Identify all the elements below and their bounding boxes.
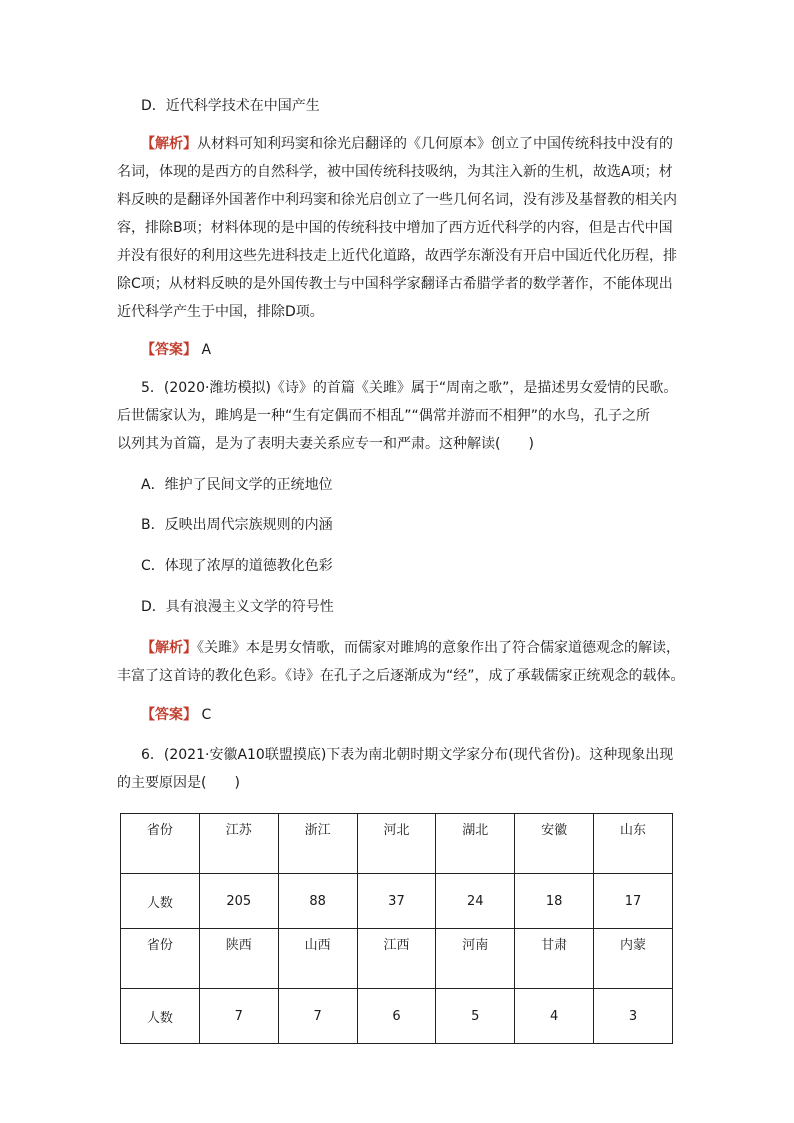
q5-option-b: B．反映出周代宗族规则的内涵 bbox=[141, 517, 333, 533]
table-cell: 88 bbox=[278, 874, 357, 929]
table-row-provinces-1 bbox=[121, 814, 673, 874]
table-cell: 陕西 bbox=[199, 929, 278, 989]
table-cell: 甘肃 bbox=[515, 929, 594, 989]
q6-stem-line-1: 6．(2021·安徽A10联盟摸底)下表为南北朝时期文学家分布(现代省份)。这种现象出现 bbox=[141, 747, 674, 763]
q5-stem-line-3: 以列其为首篇，是为了表明夫妻关系应专一和严肃。这种解读( ) bbox=[117, 436, 534, 452]
table-cell: 205 bbox=[199, 874, 278, 929]
q5-stem-line-2: 后世儒家认为，雎鸠是一种“生有定偶而不相乱”“偶常并游而不相狎”的水鸟，孔子之所 bbox=[117, 408, 651, 424]
table-cell: 7 bbox=[199, 989, 278, 1044]
table-cell: 4 bbox=[515, 989, 594, 1044]
q4-analysis-line-4: 容，排除B项；材料体现的是中国的传统科技中增加了西方近代科学的内容，但是古代中国 bbox=[117, 220, 673, 236]
q4-analysis-line-2: 名词，体现的是西方的自然科学，被中国传统科技吸纳，为其注入新的生机，故选A项；材 bbox=[117, 164, 673, 180]
table-cell: 省份 bbox=[121, 929, 200, 989]
table-cell: 湖北 bbox=[436, 814, 515, 874]
q4-analysis-line-1: 【解析】从材料可知利玛窦和徐光启翻译的《几何原本》创立了中国传统科技中没有的 bbox=[141, 136, 673, 152]
table-cell: 安徽 bbox=[515, 814, 594, 874]
q5-answer-value: C bbox=[201, 707, 212, 723]
table-cell: 7 bbox=[278, 989, 357, 1044]
table-cell: 江苏 bbox=[199, 814, 278, 874]
table-row-provinces-2 bbox=[121, 929, 673, 989]
table-cell: 省份 bbox=[121, 814, 200, 874]
table-cell: 江西 bbox=[357, 929, 436, 989]
table-cell: 人数 bbox=[121, 989, 200, 1044]
q4-analysis-line-6: 除C项；从材料反映的是外国传教士与中国科学家翻译古希腊学者的数学著作，不能体现出 bbox=[117, 276, 673, 292]
q4-answer bbox=[117, 340, 677, 360]
q4-analysis-line-5: 并没有很好的利用这些先进科技走上近代化道路，故西学东渐没有开启中国近代化历程，排 bbox=[117, 248, 677, 264]
table-row-counts-2 bbox=[121, 989, 673, 1044]
table-cell: 河北 bbox=[357, 814, 436, 874]
table-cell: 18 bbox=[515, 874, 594, 929]
table-cell: 24 bbox=[436, 874, 515, 929]
q5-analysis-tag: 【解析】 bbox=[141, 640, 197, 656]
q5-analysis-line-1: 【解析】《关雎》本是男女情歌，而儒家对雎鸠的意象作出了符合儒家道德观念的解读， bbox=[141, 640, 680, 656]
q5-option-d: D．具有浪漫主义文学的符号性 bbox=[141, 599, 334, 615]
writer-distribution-table bbox=[120, 813, 673, 1044]
table-cell: 6 bbox=[357, 989, 436, 1044]
q5-stem-line-1: 5．(2020·潍坊模拟)《诗》的首篇《关雎》属于“周南之歌”，是描述男女爱情的民歌。 bbox=[141, 380, 678, 396]
q4-analysis-tag: 【解析】 bbox=[141, 136, 197, 152]
q6-stem-line-2: 的主要原因是( ) bbox=[117, 775, 240, 791]
q4-answer-tag: 【答案】 bbox=[141, 342, 197, 358]
q4-option-d: D．近代科学技术在中国产生 bbox=[141, 98, 320, 114]
q4-answer-value: A bbox=[201, 342, 212, 358]
table-row-counts-1 bbox=[121, 874, 673, 929]
table-cell: 5 bbox=[436, 989, 515, 1044]
table-cell: 浙江 bbox=[278, 814, 357, 874]
table-cell: 3 bbox=[594, 989, 673, 1044]
q4-analysis-line-3: 料反映的是翻译外国著作中利玛窦和徐光启创立了一些几何名词，没有涉及基督教的相关内 bbox=[117, 192, 677, 208]
table-cell: 人数 bbox=[121, 874, 200, 929]
table-cell: 山西 bbox=[278, 929, 357, 989]
table-cell: 山东 bbox=[594, 814, 673, 874]
q5-option-c: C．体现了浓厚的道德教化色彩 bbox=[141, 558, 333, 574]
q5-analysis-line-2: 丰富了这首诗的教化色彩。《诗》在孔子之后逐渐成为“经”，成了承载儒家正统观念的载体。 bbox=[117, 668, 685, 684]
q5-answer-tag: 【答案】 bbox=[141, 707, 197, 723]
q5-answer bbox=[117, 705, 677, 725]
table-cell: 内蒙 bbox=[594, 929, 673, 989]
table-cell: 37 bbox=[357, 874, 436, 929]
table-cell: 17 bbox=[594, 874, 673, 929]
q5-option-a: A．维护了民间文学的正统地位 bbox=[141, 477, 333, 493]
table-cell: 河南 bbox=[436, 929, 515, 989]
q4-analysis-line-7: 近代科学产生于中国，排除D项。 bbox=[117, 304, 324, 320]
